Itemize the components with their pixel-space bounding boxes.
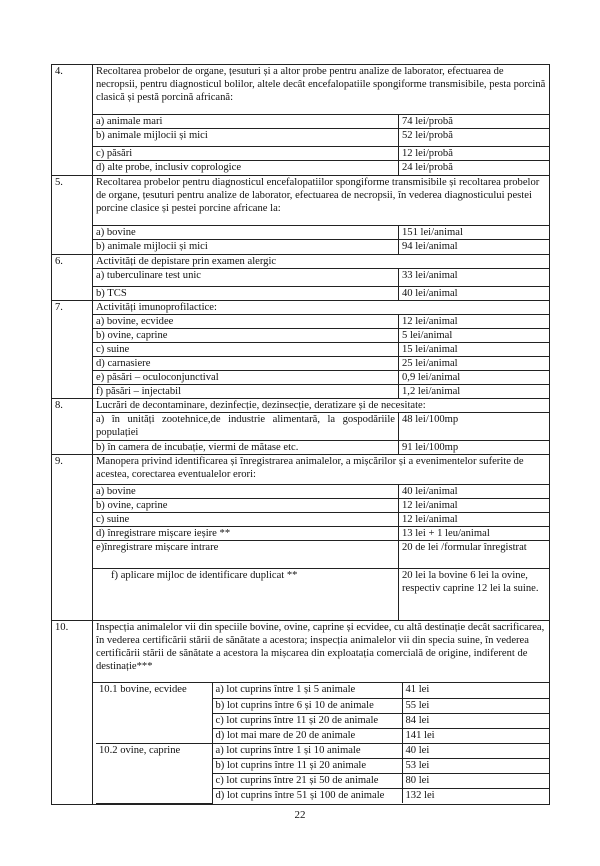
item-price: 141 lei [402,728,550,743]
item-label: d) lot cuprins între 51 și 100 de animale [212,788,402,803]
item-label: d) alte probe, inclusiv coprologice [93,161,399,176]
item-label: a) tuberculinare test unic [93,269,399,287]
section-heading: Recoltarea probelor pentru diagnosticul encefalopatiilor spongiforme transmisibile și recoltarea probelor de organe, țesuturi pentru analize de laborator, efectuarea de necropsii, în vederea diagnosticului pestei porcine clasice și pestei porcine africane la: [93,176,550,226]
item-label: c) lot cuprins între 21 și 50 de animale [212,773,402,788]
inspection-subtable-cell [93,683,550,805]
item-price: 12 lei/animal [399,513,550,527]
item-label: a) lot cuprins între 1 și 5 animale [212,683,402,698]
item-label: f) păsări – injectabil [93,385,399,399]
item-price: 53 lei [402,758,550,773]
section-number: 5. [52,176,93,255]
item-price: 40 lei/animal [399,287,550,301]
section-heading: Recoltarea probelor de organe, țesuturi și a altor probe pentru analize de laborator, efectuarea de necropsii, pentru diagnosticul bolilor, altele decât encefalopatiile spongiforme transmisibile, pesta porcină clasică și pestă porcină africană: [93,65,550,115]
item-price: 12 lei/animal [399,315,550,329]
item-label: a) bovine [93,226,399,240]
item-price: 151 lei/animal [399,226,550,240]
item-label: c) păsări [93,147,399,161]
item-label: b) TCS [93,287,399,301]
item-price: 20 lei la bovine 6 lei la ovine, respectiv caprine 12 lei la suine. [399,569,550,621]
item-price: 48 lei/100mp [399,413,550,441]
item-label: c) suine [93,513,399,527]
item-label: b) ovine, caprine [93,329,399,343]
tariff-table [51,64,550,805]
item-label: e)înregistrare mișcare intrare [93,541,399,569]
item-label: b) animale mijlocii și mici [93,129,399,147]
section-number: 7. [52,301,93,399]
item-label: d) înregistrare mișcare ieșire ** [93,527,399,541]
item-label: d) carnasiere [93,357,399,371]
item-price: 0,9 lei/animal [399,371,550,385]
inspection-subtable [96,683,550,804]
group-name: 10.2 ovine, caprine [96,743,212,803]
item-label: a) lot cuprins între 1 și 10 animale [212,743,402,758]
item-label: b) lot cuprins între 6 și 10 de animale [212,698,402,713]
item-price: 24 lei/probă [399,161,550,176]
item-label: f) aplicare mijloc de identificare duplicat ** [93,569,399,621]
item-price: 15 lei/animal [399,343,550,357]
item-price: 41 lei [402,683,550,698]
section-heading: Manopera privind identificarea și înregistrarea animalelor, a mișcărilor și a evenimentelor suferite de acestea, corectarea eventualelor erori: [93,455,550,485]
item-label: a) animale mari [93,115,399,129]
item-label: c) suine [93,343,399,357]
group-name: 10.1 bovine, ecvidee [96,683,212,743]
item-label: b) lot cuprins între 11 și 20 animale [212,758,402,773]
item-label: d) lot mai mare de 20 de animale [212,728,402,743]
section-number: 9. [52,455,93,621]
item-price: 33 lei/animal [399,269,550,287]
section-heading: Activități imunoprofilactice: [93,301,550,315]
item-price: 12 lei/probă [399,147,550,161]
item-price: 13 lei + 1 leu/animal [399,527,550,541]
section-heading: Activități de depistare prin examen alergic [93,255,550,269]
section-heading: Inspecția animalelor vii din speciile bovine, ovine, caprine și ecvidee, cu altă destinație decât sacrificarea, în vederea certificării stării de sănătate a acestora; inspecția animalelor vii din specia suine, în vederea certificării stării de sănătate a acestora la mișcarea din exploatația comercială de origine, indiferent de destinație*** [93,621,550,683]
item-label: c) lot cuprins între 11 și 20 de animale [212,713,402,728]
item-label: e) păsări – oculoconjunctival [93,371,399,385]
item-price: 80 lei [402,773,550,788]
section-number: 4. [52,65,93,176]
item-price: 55 lei [402,698,550,713]
page-number: 22 [294,809,306,821]
item-label: b) animale mijlocii și mici [93,240,399,255]
section-number: 8. [52,399,93,455]
item-label: a) bovine [93,485,399,499]
item-price: 91 lei/100mp [399,441,550,455]
section-number: 10. [52,621,93,805]
item-price: 40 lei/animal [399,485,550,499]
item-label: a) bovine, ecvidee [93,315,399,329]
item-price: 52 lei/probă [399,129,550,147]
item-price: 20 de lei /formular înregistrat [399,541,550,569]
item-price: 1,2 lei/animal [399,385,550,399]
item-price: 12 lei/animal [399,499,550,513]
item-price: 25 lei/animal [399,357,550,371]
item-price: 132 lei [402,788,550,803]
item-label: b) ovine, caprine [93,499,399,513]
item-label: b) în camera de incubație, viermi de mătase etc. [93,441,399,455]
item-price: 74 lei/probă [399,115,550,129]
item-price: 84 lei [402,713,550,728]
section-heading: Lucrări de decontaminare, dezinfecție, dezinsecție, deratizare și de necesitate: [93,399,550,413]
item-label: a) în unități zootehnice,de industrie alimentară, la gospodăriile populației [93,413,399,441]
item-price: 40 lei [402,743,550,758]
section-number: 6. [52,255,93,301]
item-price: 94 lei/animal [399,240,550,255]
item-price: 5 lei/animal [399,329,550,343]
